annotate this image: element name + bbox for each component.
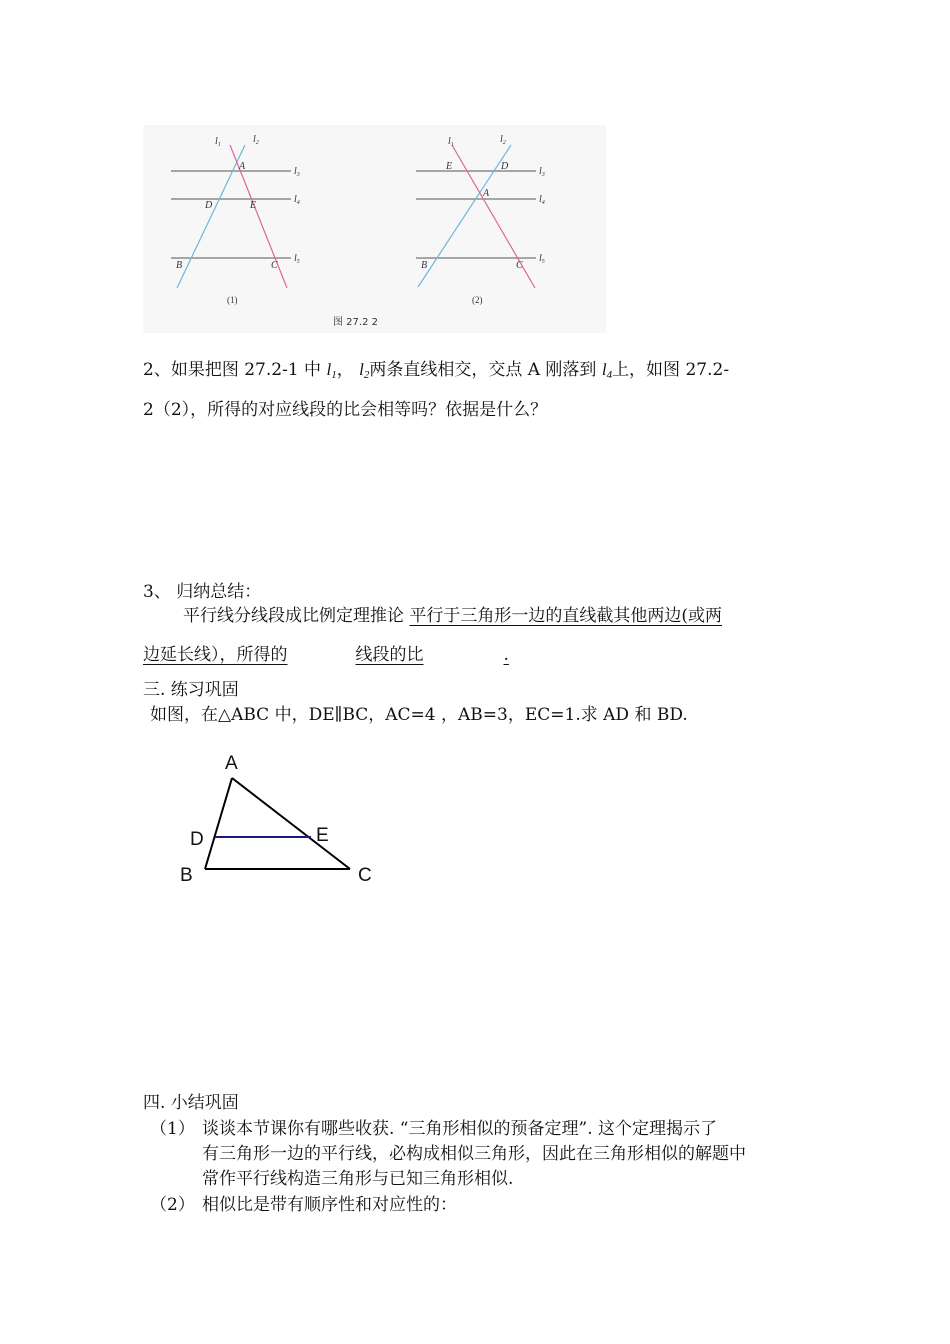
q3-text-b: 线段的比 — [355, 645, 424, 665]
line-l1 — [177, 145, 245, 288]
q3-text-a: 边延长线），所得的 — [143, 645, 288, 665]
q3-line-2 — [143, 643, 509, 667]
point-A: A — [239, 161, 246, 172]
var-l1: $l_1$ — [326, 360, 337, 381]
q3-heading: 3、 归纳总结： — [143, 582, 262, 602]
vertex-A: A — [225, 753, 238, 774]
point-E: E — [250, 200, 257, 211]
q2-text-b: ， — [336, 360, 360, 380]
item-1-number: （1） — [150, 1119, 195, 1139]
label-l1: $l_1$ — [215, 136, 221, 148]
label-l5: $l_5$ — [539, 253, 545, 265]
triangle-abc-figure — [170, 745, 390, 895]
q2-text-a: 2、如果把图 27.2-1 中 — [143, 360, 327, 380]
q3-theorem-statement: 平行于三角形一边的直线截其他两边(或两 — [409, 606, 723, 626]
point-D: D — [501, 161, 509, 172]
section-3-problem: 如图，在△ABC 中，DE∥BC，AC=4 ，AB=3，EC=1.求 AD 和 BD. — [150, 705, 688, 725]
label-l1: $l_1$ — [448, 136, 454, 148]
label-l2: $l_2$ — [253, 134, 259, 146]
label-l4: $l_4$ — [539, 194, 545, 206]
item-2-number: （2） — [150, 1195, 195, 1215]
figure-caption: 图 27.2 2 — [333, 317, 378, 328]
var-l2: $l_2$ — [359, 360, 370, 381]
vertex-D: D — [190, 829, 204, 850]
q3-text-end: . — [503, 645, 509, 665]
item-1-line-3: 常作平行线构造三角形与已知三角形相似. — [202, 1169, 514, 1189]
vertex-C: C — [358, 865, 372, 886]
point-B: B — [421, 260, 428, 271]
point-E: E — [446, 161, 453, 172]
side-ac — [232, 778, 350, 869]
item-1-line-2: 有三角形一边的平行线，必构成相似三角形，因此在三角形相似的解题中 — [202, 1144, 746, 1164]
q2-text-c: 两条直线相交，交点 A 刚落到 — [369, 360, 602, 380]
q2-line-1 — [143, 358, 729, 387]
label-l5: $l_5$ — [294, 253, 300, 265]
side-ab — [205, 778, 232, 869]
panel-2-label: (2) — [472, 295, 483, 305]
q2-text-d: 上，如图 27.2- — [612, 360, 730, 380]
figure-27-2-2 — [143, 125, 606, 333]
item-1-line-1: 谈谈本节课你有哪些收获. “三角形相似的预备定理”. 这个定理揭示了 — [202, 1119, 717, 1139]
point-A: A — [483, 188, 490, 199]
q2-line-2: 2（2），所得的对应线段的比会相等吗？依据是什么？ — [143, 400, 548, 420]
vertex-E: E — [316, 825, 329, 846]
var-l4: $l_4$ — [601, 360, 613, 381]
q3-line-1 — [183, 604, 722, 628]
panel-1 — [171, 134, 300, 305]
vertex-B: B — [180, 865, 193, 886]
section-4-heading: 四. 小结巩固 — [143, 1093, 239, 1113]
parallel-lines-diagram — [143, 125, 606, 333]
point-B: B — [176, 260, 183, 271]
q3-theorem-name: 平行线分线段成比例定理推论 — [183, 606, 410, 626]
label-l4: $l_4$ — [294, 194, 300, 206]
panel-1-label: (1) — [227, 295, 238, 305]
label-l3: $l_3$ — [294, 166, 300, 178]
panel-2 — [416, 134, 545, 305]
label-l2: $l_2$ — [500, 134, 506, 146]
label-l3: $l_3$ — [539, 166, 545, 178]
section-3-heading: 三. 练习巩固 — [143, 680, 239, 700]
point-C: C — [516, 260, 523, 271]
item-2-line-1: 相似比是带有顺序性和对应性的： — [202, 1195, 457, 1215]
point-D: D — [205, 200, 213, 211]
point-C: C — [271, 260, 278, 271]
